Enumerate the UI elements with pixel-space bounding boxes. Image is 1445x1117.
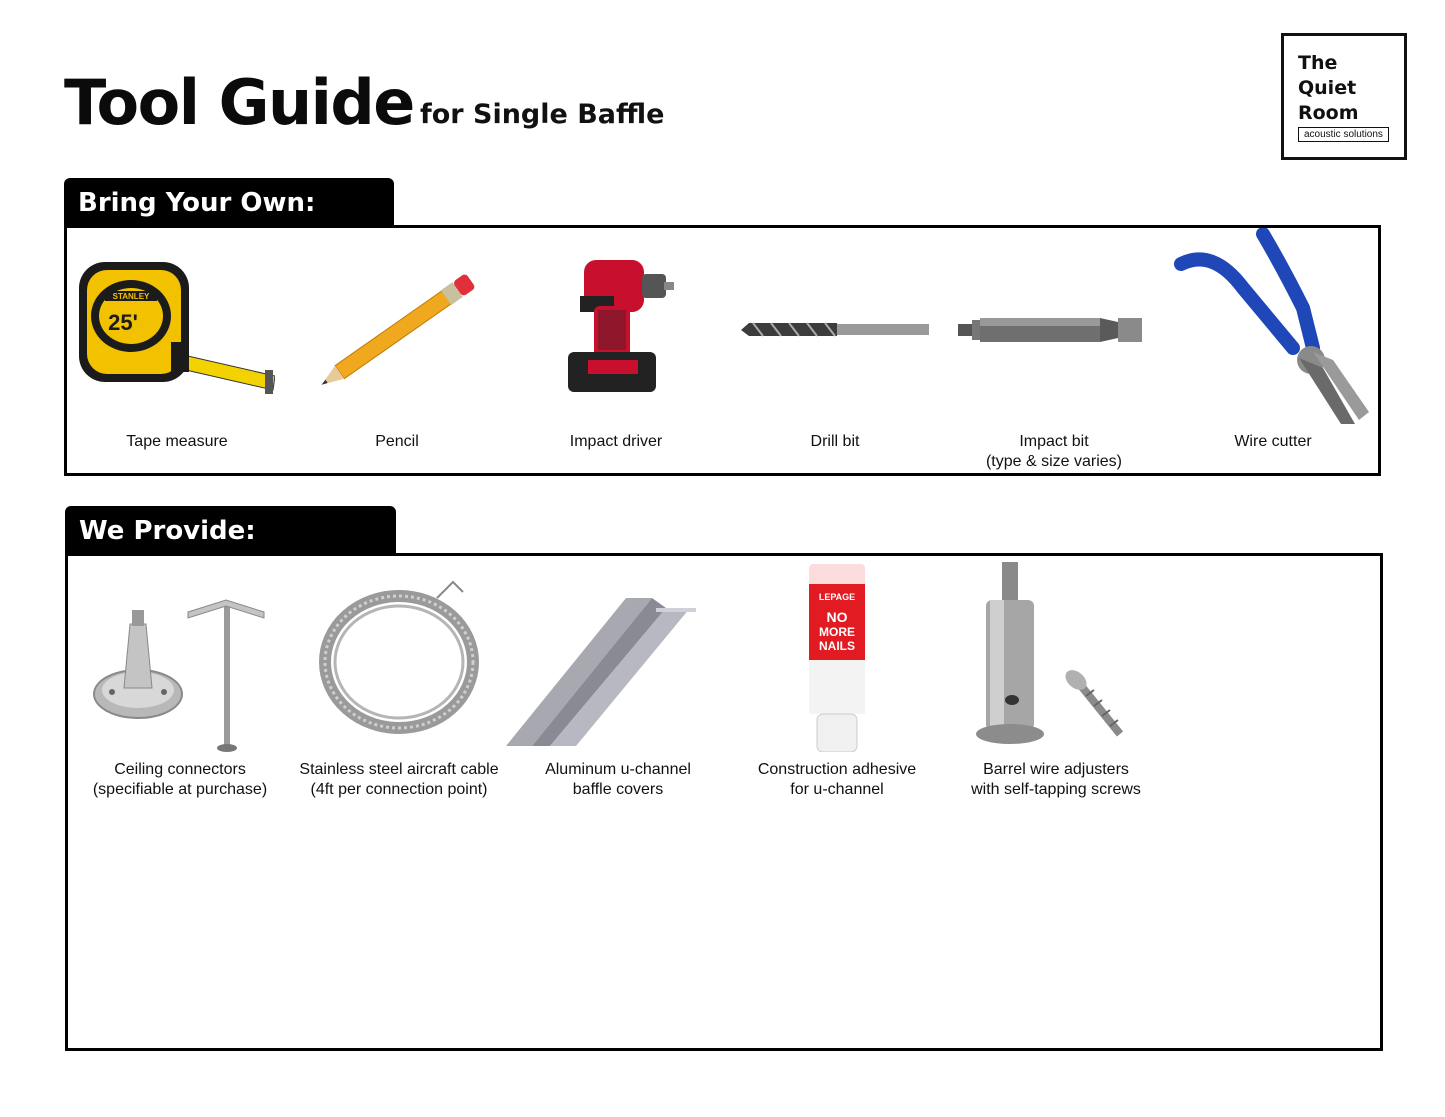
section-heading-bring-your-own: Bring Your Own: xyxy=(64,178,394,228)
barrel-adjuster-icon xyxy=(960,562,1140,746)
item-tape-measure xyxy=(75,248,279,478)
item-ceiling-connectors xyxy=(78,556,282,806)
pencil-icon xyxy=(297,262,497,402)
page-title: Tool Guide xyxy=(64,66,414,139)
we-provide-panel xyxy=(65,553,1383,1051)
item-impact-bit xyxy=(952,248,1156,478)
logo-tagline: acoustic solutions xyxy=(1298,127,1389,142)
item-sublabel: (4ft per connection point) xyxy=(310,781,488,798)
item-label: Tape measure xyxy=(126,433,228,450)
tape-measure-icon xyxy=(79,258,275,403)
item-sublabel: with self-tapping screws xyxy=(971,781,1141,798)
page-subtitle: for Single Baffle xyxy=(420,99,665,130)
item-label: Impact bit xyxy=(1019,433,1089,450)
ceiling-connector-icon xyxy=(88,584,276,754)
section-heading-we-provide: We Provide: xyxy=(65,506,396,556)
item-sublabel: for u-channel xyxy=(790,781,884,798)
bring-your-own-panel xyxy=(64,225,1381,476)
adhesive-tube-icon xyxy=(805,564,869,752)
impact-bit-icon xyxy=(958,314,1144,346)
item-label: Wire cutter xyxy=(1234,433,1312,450)
tape-brand-text: STANLEY xyxy=(112,292,150,301)
tape-size-text: 25' xyxy=(108,310,138,335)
drill-bit-icon xyxy=(741,318,931,342)
tube-more-text: MORE xyxy=(819,625,855,639)
item-label: Pencil xyxy=(375,433,419,450)
tube-brand-text: LEPAGE xyxy=(818,592,856,602)
logo-line-3: Room xyxy=(1298,102,1359,124)
item-u-channel xyxy=(516,556,720,806)
item-label: Ceiling connectors xyxy=(114,761,246,778)
u-channel-icon xyxy=(506,596,696,746)
item-sublabel: baffle covers xyxy=(572,781,664,798)
item-pencil xyxy=(295,248,499,478)
brand-logo xyxy=(1281,33,1407,160)
item-label: Construction adhesive xyxy=(757,761,917,778)
item-impact-driver xyxy=(514,248,718,478)
item-construction-adhesive xyxy=(735,556,939,806)
wire-cutter-icon xyxy=(1173,228,1373,428)
tube-no-text: NO xyxy=(826,609,848,625)
item-label: Stainless steel aircraft cable xyxy=(299,761,499,778)
item-aircraft-cable xyxy=(297,556,501,806)
item-label: Drill bit xyxy=(810,433,860,450)
logo-line-1: The xyxy=(1298,52,1338,74)
item-label: Aluminum u-channel xyxy=(545,761,691,778)
item-label: Barrel wire adjusters xyxy=(983,761,1129,778)
logo-line-2: Quiet xyxy=(1298,77,1357,99)
item-barrel-adjusters xyxy=(954,556,1158,806)
tube-nails-text: NAILS xyxy=(819,639,855,653)
item-wire-cutter xyxy=(1171,228,1375,478)
cable-coil-icon xyxy=(317,578,481,738)
item-sublabel: (type & size varies) xyxy=(985,453,1123,470)
item-sublabel: (specifiable at purchase) xyxy=(92,781,268,798)
item-label: Impact driver xyxy=(569,433,663,450)
item-drill-bit xyxy=(733,248,937,478)
impact-driver-icon xyxy=(554,256,678,402)
